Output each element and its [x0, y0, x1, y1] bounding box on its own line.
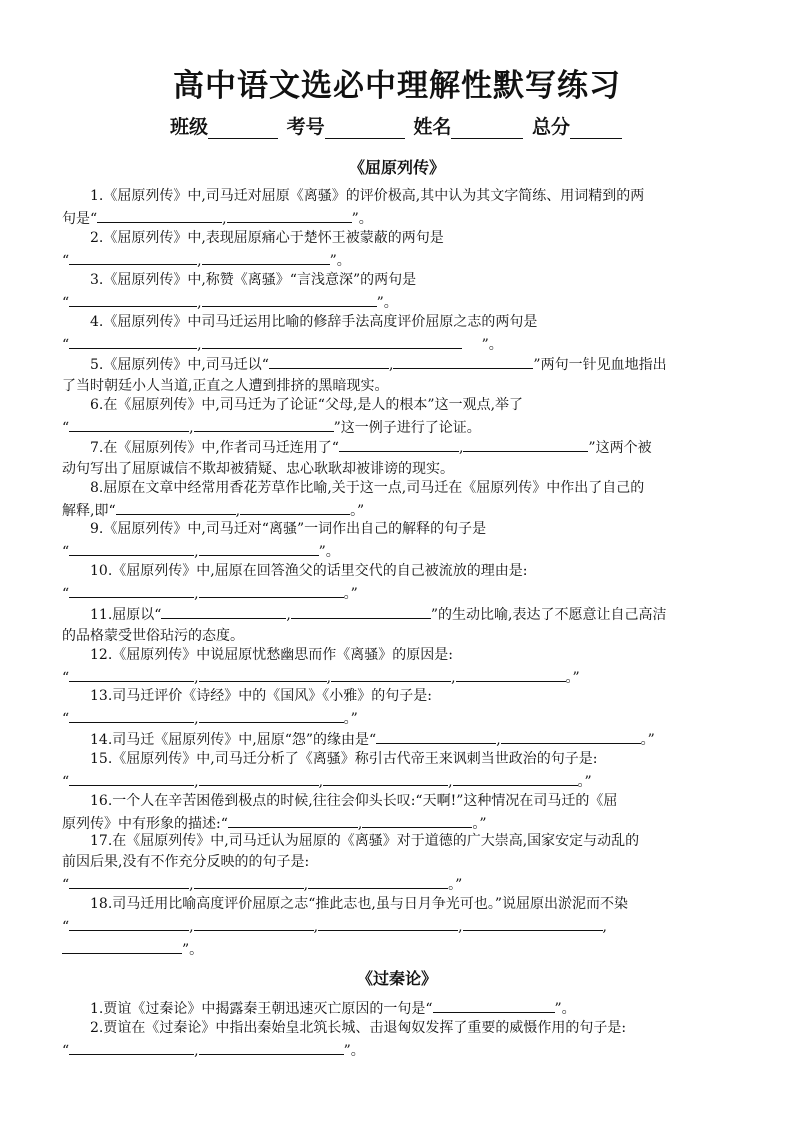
name-blank[interactable]	[451, 120, 523, 139]
question-10	[62, 561, 734, 605]
question-text: “	[62, 1043, 70, 1059]
question-text: ,	[194, 774, 199, 790]
answer-blank[interactable]	[199, 770, 319, 786]
question-text: 8.屈原在文章中经常用香花芳草作比喻,关于这一点,司马迁在《屈原列传》中作出了自己的	[90, 480, 645, 496]
answer-blank[interactable]	[161, 603, 286, 619]
question-17	[62, 831, 734, 896]
question-1	[62, 186, 734, 230]
question-text: “	[62, 586, 70, 602]
question-text: 5.《屈原列传》中,司马迁以“	[90, 357, 269, 373]
answer-blank[interactable]	[362, 812, 472, 828]
question-text: ,	[222, 211, 227, 227]
answer-blank[interactable]	[69, 540, 194, 556]
question-text: 2.《屈原列传》中,表现屈原痛心于楚怀王被蒙蔽的两句是	[90, 230, 444, 246]
question-text: “	[62, 670, 70, 686]
answer-blank[interactable]	[69, 582, 194, 598]
question-text: ,	[189, 919, 194, 935]
question-text: ,	[318, 774, 324, 790]
exam-number-blank[interactable]	[325, 120, 405, 139]
question-text: 了当时朝廷小人当道,正直之人遭到排挤的黑暗现实。	[62, 378, 389, 394]
question-text: 前因后果,没有不作充分反映的的句子是:	[62, 854, 310, 870]
question-text: 18.司马迁用比喻高度评价屈原之志“推此志也,虽与日月争光可也。”说屈原出淤泥而不染	[90, 896, 629, 912]
answer-blank[interactable]	[240, 499, 350, 515]
answer-blank[interactable]	[69, 873, 189, 889]
question-text: 6.在《屈原列传》中,司马迁为了论证“父母,是人的根本”这一观点,举了	[90, 397, 524, 413]
answer-blank[interactable]	[202, 333, 462, 349]
question-text: 。”	[350, 503, 365, 519]
answer-blank[interactable]	[69, 333, 197, 349]
answer-blank[interactable]	[269, 353, 389, 369]
question-text: ,	[194, 1043, 199, 1059]
question-text: 动句写出了屈原诚信不欺却被猜疑、忠心耿耿却被诽谤的现实。	[62, 461, 454, 477]
question-text: ,	[458, 440, 464, 456]
question-7	[62, 436, 734, 480]
question-12	[62, 645, 734, 689]
page-title: 高中语文选必中理解性默写练习	[173, 68, 621, 104]
answer-blank[interactable]	[456, 666, 566, 682]
question-text: ,	[235, 503, 241, 519]
answer-blank[interactable]	[194, 873, 304, 889]
answer-blank[interactable]	[199, 540, 319, 556]
question-text: ”的生动比喻,表达了不愿意让自己高洁	[430, 607, 667, 623]
answer-blank[interactable]	[69, 915, 189, 931]
answer-blank[interactable]	[501, 728, 641, 744]
answer-blank[interactable]	[376, 728, 496, 744]
answer-blank[interactable]	[97, 207, 222, 223]
question-text: ,	[458, 919, 463, 935]
section-title-guoqinlun: 《过秦论》	[356, 969, 437, 988]
question-text: “	[62, 337, 70, 353]
question-text: 13.司马迁评价《诗经》中的《国风》《小雅》的句子是:	[90, 688, 432, 704]
question-text: 原列传》中有形象的描述:“	[62, 816, 228, 832]
question-text: 7.在《屈原列传》中,作者司马迁连用了“	[90, 440, 339, 456]
answer-blank[interactable]	[199, 582, 344, 598]
question-text: ,	[388, 357, 394, 373]
question-text: 。”	[343, 586, 358, 602]
question-text: ,	[189, 420, 194, 436]
question-text: ,	[197, 253, 202, 269]
question-text: “	[62, 544, 70, 560]
question-text: ,	[357, 816, 363, 832]
question-text: ,	[286, 607, 291, 623]
question-text: ,	[194, 586, 199, 602]
question-text: 的品格蒙受世俗玷污的态度。	[62, 628, 244, 644]
question-text: “	[62, 295, 70, 311]
answer-blank[interactable]	[331, 666, 451, 682]
answer-blank[interactable]	[318, 915, 458, 931]
total-score-blank[interactable]	[570, 120, 622, 139]
question-text: 17.在《屈原列传》中,司马迁认为屈原的《离骚》对于道德的广大崇高,国家安定与动乱的	[90, 833, 640, 849]
question-text: ”。	[343, 1043, 365, 1059]
question-text: 15.《屈原列传》中,司马迁分析了《离骚》称引古代帝王来讽刺当世政治的句子是:	[90, 751, 598, 767]
answer-blank[interactable]	[62, 938, 182, 954]
answer-blank[interactable]	[463, 436, 588, 452]
question-text: 16.一个人在辛苦困倦到极点的时候,往往会仰头长叹:“天啊!”这种情况在司马迁的《屈	[90, 793, 618, 809]
answer-blank[interactable]	[323, 770, 448, 786]
answer-blank[interactable]	[453, 770, 578, 786]
question-text: “	[62, 774, 70, 790]
answer-blank[interactable]	[199, 1039, 344, 1055]
question-4	[62, 312, 734, 356]
answer-blank[interactable]	[202, 249, 330, 265]
name-label: 姓名	[413, 116, 452, 138]
question-text: ”。	[329, 253, 351, 269]
question-text: ,	[194, 711, 199, 727]
question-text: 。”	[565, 670, 580, 686]
question-text: ,	[189, 877, 194, 893]
question-text: ,	[197, 337, 202, 353]
answer-blank[interactable]	[69, 416, 189, 432]
question-15	[62, 749, 734, 793]
question-13	[62, 686, 734, 730]
question-text: ,	[303, 877, 309, 893]
question-text: “	[62, 919, 70, 935]
answer-blank[interactable]	[69, 291, 197, 307]
question-text: 。”	[577, 774, 592, 790]
question-text: “	[62, 711, 70, 727]
question-gq-2	[62, 1018, 734, 1062]
class-label: 班级	[170, 116, 209, 138]
question-text: ”。	[554, 1001, 576, 1017]
answer-blank[interactable]	[291, 603, 431, 619]
question-text: 4.《屈原列传》中司马迁运用比喻的修辞手法高度评价屈原之志的两句是	[90, 314, 538, 330]
question-text: ,	[451, 670, 456, 686]
question-text: ,	[602, 919, 607, 935]
question-text: 10.《屈原列传》中,屈原在回答渔父的话里交代的自己被流放的理由是:	[90, 563, 528, 579]
question-text: ,	[313, 919, 319, 935]
question-text: ,	[197, 295, 202, 311]
answer-blank[interactable]	[69, 1039, 194, 1055]
question-text: 1.《屈原列传》中,司马迁对屈原《离骚》的评价极高,其中认为其文字简练、用词精到的两	[90, 188, 645, 204]
question-text: “	[62, 877, 70, 893]
question-8	[62, 478, 734, 522]
question-text: 11.屈原以“	[90, 607, 162, 623]
question-text: 9.《屈原列传》中,司马迁对“离骚”一词作出自己的解释的句子是	[90, 521, 487, 537]
question-text: “	[62, 253, 70, 269]
question-text: ”。	[351, 211, 373, 227]
question-text: 解释,即“	[62, 503, 116, 519]
question-11	[62, 603, 734, 647]
question-text: ,	[194, 670, 199, 686]
answer-blank[interactable]	[69, 770, 194, 786]
question-14	[62, 728, 734, 751]
answer-blank[interactable]	[393, 353, 533, 369]
exam-number-label: 考号	[286, 116, 325, 138]
answer-blank[interactable]	[69, 707, 194, 723]
answer-blank[interactable]	[433, 997, 555, 1013]
question-6	[62, 395, 734, 439]
question-16	[62, 791, 734, 835]
question-text: 。”	[472, 816, 487, 832]
question-text: ”两句一针见血地指出	[533, 357, 667, 373]
question-text: ”这两个被	[588, 440, 652, 456]
answer-blank[interactable]	[308, 873, 448, 889]
question-9	[62, 519, 734, 563]
answer-blank[interactable]	[227, 207, 352, 223]
answer-blank[interactable]	[202, 291, 377, 307]
question-text: ”这一例子进行了论证。	[333, 420, 481, 436]
answer-blank[interactable]	[69, 666, 194, 682]
answer-blank[interactable]	[463, 915, 603, 931]
question-text: 2.贾谊在《过秦论》中指出秦始皇北筑长城、击退匈奴发挥了重要的威慑作用的句子是:	[90, 1020, 627, 1036]
question-text: 3.《屈原列传》中,称赞《离骚》“言浅意深”的两句是	[90, 272, 417, 288]
answer-blank[interactable]	[228, 812, 358, 828]
question-3	[62, 270, 734, 314]
question-text: 。”	[640, 732, 655, 748]
question-text: 句是“	[62, 211, 98, 227]
answer-blank[interactable]	[116, 499, 236, 515]
question-2	[62, 228, 734, 272]
question-text: ”。	[481, 337, 503, 353]
student-info-row	[0, 112, 794, 139]
answer-blank[interactable]	[69, 249, 197, 265]
answer-blank[interactable]	[339, 436, 459, 452]
question-text: ”。	[182, 942, 204, 958]
question-text: “	[62, 420, 70, 436]
question-text: ,	[448, 774, 453, 790]
answer-blank[interactable]	[194, 915, 314, 931]
question-text: ,	[326, 670, 332, 686]
question-text: 1.贾谊《过秦论》中揭露秦王朝迅速灭亡原因的一句是“	[90, 1001, 433, 1017]
class-blank[interactable]	[208, 120, 278, 139]
question-text: 。”	[343, 711, 358, 727]
question-text: ,	[496, 732, 501, 748]
question-gq-1	[62, 997, 734, 1020]
answer-blank[interactable]	[194, 416, 334, 432]
section-title-quyuan: 《屈原列传》	[348, 158, 445, 177]
answer-blank[interactable]	[199, 666, 327, 682]
question-text: 14.司马迁《屈原列传》中,屈原“怨”的缘由是“	[90, 732, 377, 748]
question-text: ,	[194, 544, 199, 560]
question-text: ”。	[376, 295, 398, 311]
question-5	[62, 353, 734, 397]
question-text: 。”	[448, 877, 463, 893]
answer-blank[interactable]	[199, 707, 344, 723]
total-score-label: 总分	[531, 116, 570, 138]
question-text: 12.《屈原列传》中说屈原忧愁幽思而作《离骚》的原因是:	[90, 647, 453, 663]
question-text: ”。	[318, 544, 340, 560]
question-18	[62, 894, 734, 961]
